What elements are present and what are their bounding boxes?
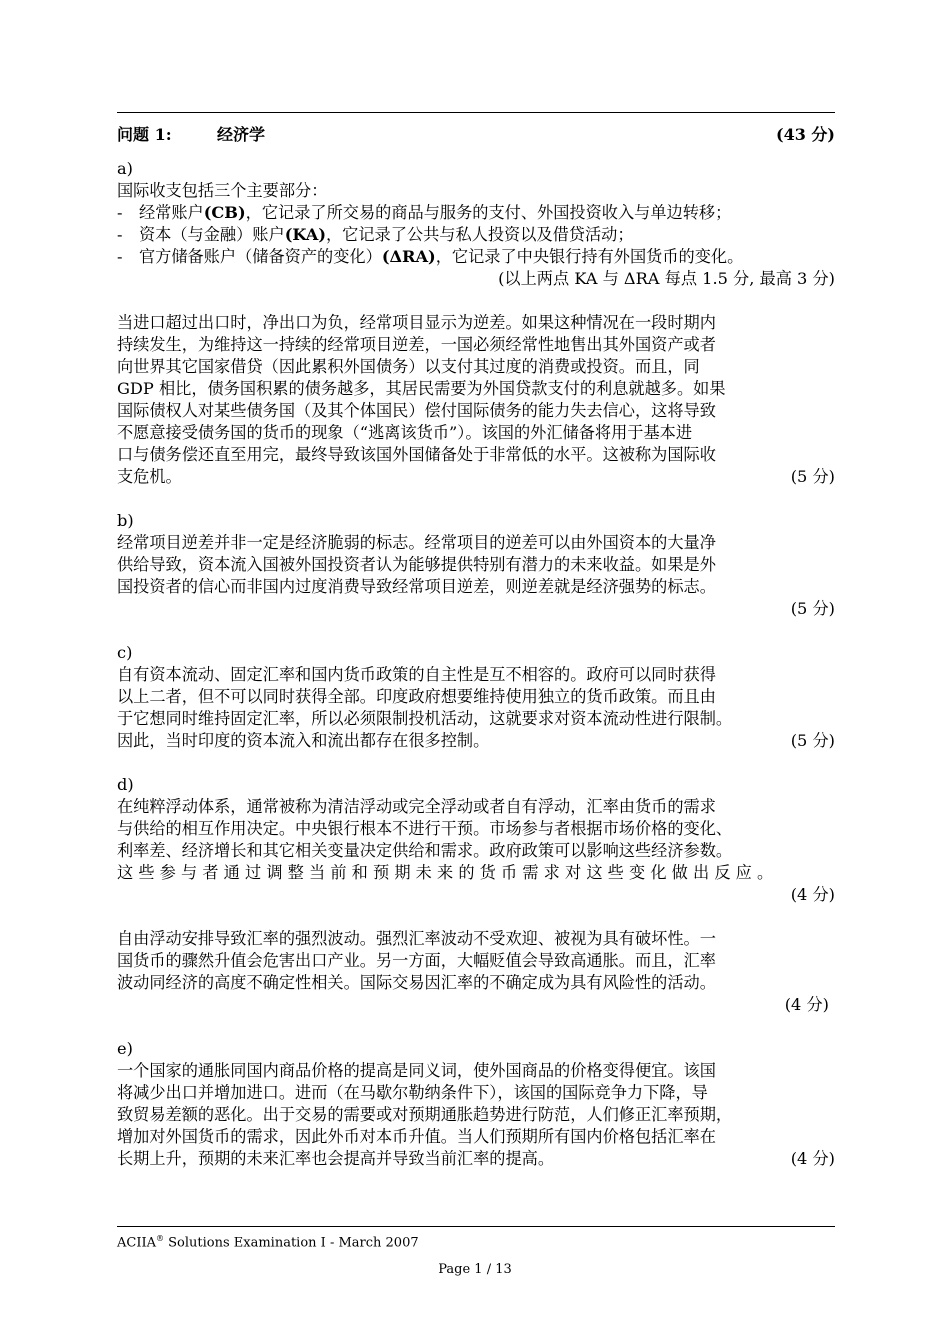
bullet-text: ，它记录了中央银行持有外国货币的变化。	[435, 247, 744, 266]
paragraph-line: 这 些 参 与 者 通 过 调 整 当 前 和 预 期 未 来 的 货 币 需 求 对 这 些 变 化 做 出 反 应 。	[117, 863, 774, 882]
part-d-points-2: (4 分)	[784, 995, 829, 1014]
page-number: Page 1 / 13	[438, 1262, 512, 1277]
paragraph-line: 在纯粹浮动体系，通常被称为清洁浮动或完全浮动或者自有浮动，汇率由货币的需求	[117, 797, 716, 816]
paragraph-line: 因此，当时印度的资本流入和流出都存在很多控制。	[117, 731, 490, 750]
bullet-text: 官方储备账户（储备资产的变化）	[139, 247, 382, 266]
footer-brand: ACIIA	[117, 1235, 156, 1251]
paragraph-line: 与供给的相互作用决定。中央银行根本不进行干预。市场参与者根据市场价格的变化、	[117, 819, 733, 838]
paragraph-line: 长期上升，预期的未来汇率也会提高并导致当前汇率的提高。	[117, 1149, 555, 1168]
footer-text	[117, 1230, 835, 1252]
paragraph-line: 口与债务偿还直至用完，最终导致该国外国储备处于非常低的水平。这被称为国际收	[117, 445, 716, 464]
part-a-intro: 国际收支包括三个主要部分：	[117, 181, 328, 200]
bullet-bold: (KA)	[284, 225, 326, 244]
part-c-points: (5 分)	[790, 731, 835, 750]
bullet-points: (以上两点 KA 与 ΔRA 每点 1.5 分, 最高 3 分)	[498, 269, 835, 288]
paragraph-line: 供给导致，资本流入国被外国投资者认为能够提供特别有潜力的未来收益。如果是外	[117, 555, 716, 574]
paragraph-line: 增加对外国货币的需求，因此外币对本币升值。当人们预期所有国内价格包括汇率在	[117, 1127, 716, 1146]
part-a-label: a)	[117, 159, 133, 178]
paragraph-last-line	[117, 730, 835, 752]
paragraph-line: 当进口超过出口时，净出口为负，经常项目显示为逆差。如果这种情况在一段时期内	[117, 313, 716, 332]
bullet-item	[117, 246, 835, 268]
bullet-dash: -	[117, 203, 123, 222]
paragraph-line: 国际债权人对某些债务国（及其个体国民）偿付国际债务的能力失去信心，这将导致	[117, 401, 716, 420]
paragraph-line: 一个国家的通胀同国内商品价格的提高是同义词，使外国商品的价格变得便宜。该国	[117, 1061, 716, 1080]
registered-mark: ®	[156, 1234, 164, 1243]
paragraph-line: 支危机。	[117, 467, 182, 486]
paragraph-line: GDP 相比，债务国积累的债务越多，其居民需要为外国贷款支付的利息就越多。如果	[117, 379, 726, 398]
paragraph-line: 将减少出口并增加进口。进而（在马歇尔勒纳条件下），该国的国际竞争力下降，导	[117, 1083, 708, 1102]
paragraph-line: 自由浮动安排导致汇率的强烈波动。强烈汇率波动不受欢迎、被视为具有破坏性。一	[117, 929, 716, 948]
paragraph-last-line	[117, 1148, 835, 1170]
part-a-points: (5 分)	[790, 467, 835, 486]
paragraph-line: 国投资者的信心而非国内过度消费导致经常项目逆差，则逆差就是经济强势的标志。	[117, 577, 716, 596]
bullet-text: 经常账户	[139, 203, 204, 222]
top-rule	[117, 112, 835, 113]
bullet-bold: (ΔRA)	[381, 247, 436, 266]
paragraph-line: 向世界其它国家借贷（因此累积外国债务）以支付其过度的消费或投资。而且，同	[117, 357, 700, 376]
part-d-label: d)	[117, 775, 134, 794]
part-b-label: b)	[117, 511, 134, 530]
paragraph-line: 持续发生，为维持这一持续的经常项目逆差，一国必须经常性地售出其外国资产或者	[117, 335, 716, 354]
part-e-points: (4 分)	[790, 1149, 835, 1168]
bullet-item	[117, 202, 835, 224]
paragraph-line: 国货币的骤然升值会危害出口产业。另一方面，大幅贬值会导致高通胀。而且，汇率	[117, 951, 716, 970]
part-e-label: e)	[117, 1039, 133, 1058]
paragraph-line: 于它想同时维持固定汇率，所以必须限制投机活动，这就要求对资本流动性进行限制。	[117, 709, 733, 728]
page-footer	[117, 1226, 835, 1252]
bullet-text: ，它记录了所交易的商品与服务的支付、外国投资收入与单边转移；	[245, 203, 732, 222]
part-b	[117, 510, 835, 620]
part-d	[117, 774, 835, 1016]
bullet-text: 资本（与金融）账户	[139, 225, 285, 244]
part-e	[117, 1038, 835, 1170]
footer-rule	[117, 1226, 835, 1227]
paragraph-line: 不愿意接受债务国的货币的现象（“逃离该货币”）。该国的外汇储备将用于基本进	[117, 423, 693, 442]
question-number: 问题 1:	[117, 125, 172, 144]
bullet-text: ，它记录了公共与私人投资以及借贷活动；	[325, 225, 634, 244]
paragraph-line: 以上二者，但不可以同时获得全部。印度政府想要维持使用独立的货币政策。而且由	[117, 687, 716, 706]
paragraph-last-line	[117, 466, 835, 488]
part-a-paragraph	[117, 312, 835, 488]
question-header	[117, 122, 835, 145]
paragraph-line: 利率差、经济增长和其它相关变量决定供给和需求。政府政策可以影响这些经济参数。	[117, 841, 733, 860]
question-points: (43 分)	[776, 125, 835, 144]
part-d-points: (4 分)	[790, 885, 835, 904]
paragraph-line: 经常项目逆差并非一定是经济脆弱的标志。经常项目的逆差可以由外国资本的大量净	[117, 533, 716, 552]
paragraph-line: 波动同经济的高度不确定性相关。国际交易因汇率的不确定成为具有风险性的活动。	[117, 973, 716, 992]
bullet-dash: -	[117, 225, 123, 244]
bullet-bold: (CB)	[203, 203, 246, 222]
part-c-label: c)	[117, 643, 133, 662]
part-b-points: (5 分)	[790, 599, 835, 618]
exam-page	[117, 112, 835, 1170]
paragraph-line: 致贸易差额的恶化。出于交易的需要或对预期通胀趋势进行防范，人们修正汇率预期，	[117, 1105, 733, 1124]
part-c	[117, 642, 835, 752]
bullet-dash: -	[117, 247, 123, 266]
part-a	[117, 158, 835, 488]
paragraph-line: 自有资本流动、固定汇率和国内货币政策的自主性是互不相容的。政府可以同时获得	[117, 665, 716, 684]
footer-title: Solutions Examination I - March 2007	[164, 1235, 419, 1251]
bullet-item	[117, 224, 835, 246]
question-title: 经济学	[217, 125, 266, 144]
